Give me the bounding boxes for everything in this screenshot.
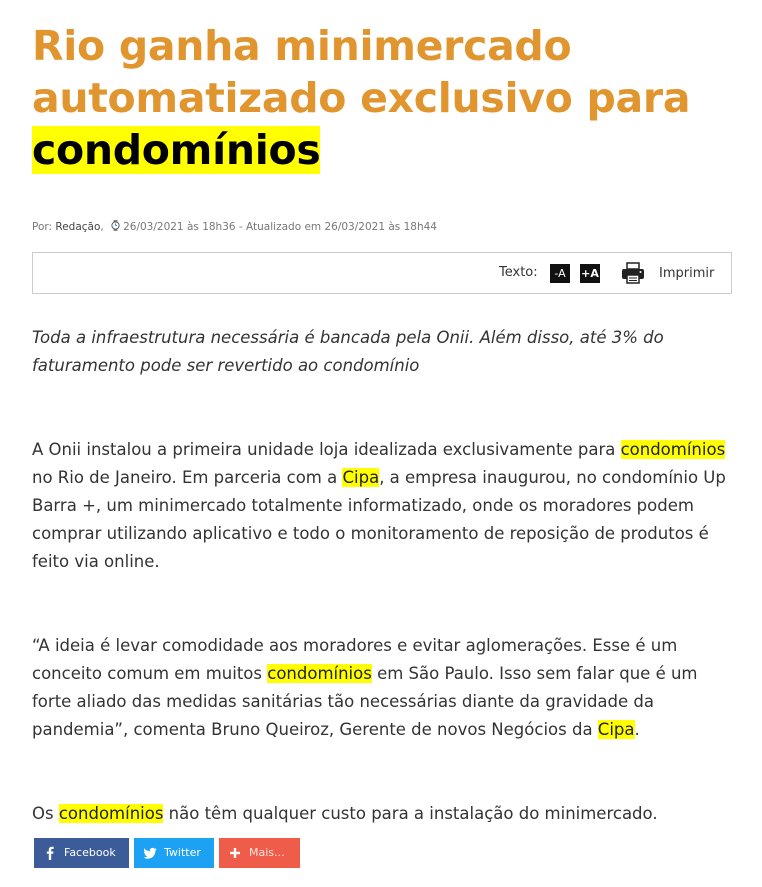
share-twitter-label: Twitter [164,846,201,859]
article-lead: Toda a infraestrutura necessária é bancada pela Onii. Além disso, até 3% do faturamento pode ser revertido ao condomínio [32,328,664,375]
meta-by-prefix: Por: [32,221,56,233]
paragraph-text: em São Paulo. Isso sem falar que é um forte aliado das medidas sanitárias tão necessárias diante da gravidade da pandemia”, comenta Bruno Queiroz, Gerente de novos Negócios da [32,664,698,739]
keyword-link-cipa[interactable]: Cipa [342,468,380,487]
decrease-font-button[interactable]: -A [550,264,570,283]
meta-author[interactable]: Redação [55,221,101,233]
paragraph-text: Os [32,804,59,823]
article-paragraph-1 [32,436,732,576]
article-paragraph-2 [32,632,732,744]
share-more-label: Mais... [249,846,285,859]
share-twitter-button[interactable] [134,838,214,868]
meta-author-separator: , [100,221,104,233]
keyword-link-condominios[interactable]: condomínios [620,440,726,459]
print-button[interactable]: Imprimir [659,266,715,281]
text-size-label: Texto: [499,265,538,280]
article-title-text: Rio ganha minimercado automatizado exclusivo para [32,22,691,122]
share-facebook-label: Facebook [64,846,116,859]
twitter-icon [143,846,157,860]
keyword-link-condominios[interactable]: condomínios [267,664,372,683]
article-title-highlight: condomínios [32,126,321,174]
paragraph-text: não têm qualquer custo para a instalação do minimercado. [163,804,658,823]
article-meta [32,220,437,233]
increase-font-button[interactable]: +A [580,264,600,283]
article-paragraph-3 [32,800,732,828]
paragraph-text: no Rio de Janeiro. Em parceria com a [32,468,343,487]
watch-icon [111,220,120,231]
meta-updated-date: - Atualizado em 26/03/2021 às 18h44 [235,221,437,233]
paragraph-text: , a empresa inaugurou, no condomínio Up Barra +, um minimercado totalmente informatizado, onde os moradores podem comprar utilizando aplicativo e todo o monitoramento de reposição de produtos é feito via online. [32,468,726,571]
article-title [32,20,732,176]
printer-icon[interactable] [621,262,645,284]
facebook-icon [43,846,57,860]
article-toolbar [32,252,732,294]
paragraph-text: . [634,720,640,739]
plus-icon [228,846,242,860]
share-more-button[interactable] [219,838,300,868]
share-facebook-button[interactable] [34,838,129,868]
paragraph-text: “A ideia é levar comodidade aos moradores e evitar aglomerações. Esse é um conceito comum em muitos [32,636,678,683]
paragraph-text: A Onii instalou a primeira unidade loja idealizada exclusivamente para [32,440,621,459]
meta-published-date: 26/03/2021 às 18h36 [123,221,236,233]
keyword-link-cipa[interactable]: Cipa [597,720,635,739]
keyword-link-condominios[interactable]: condomínios [58,804,164,823]
